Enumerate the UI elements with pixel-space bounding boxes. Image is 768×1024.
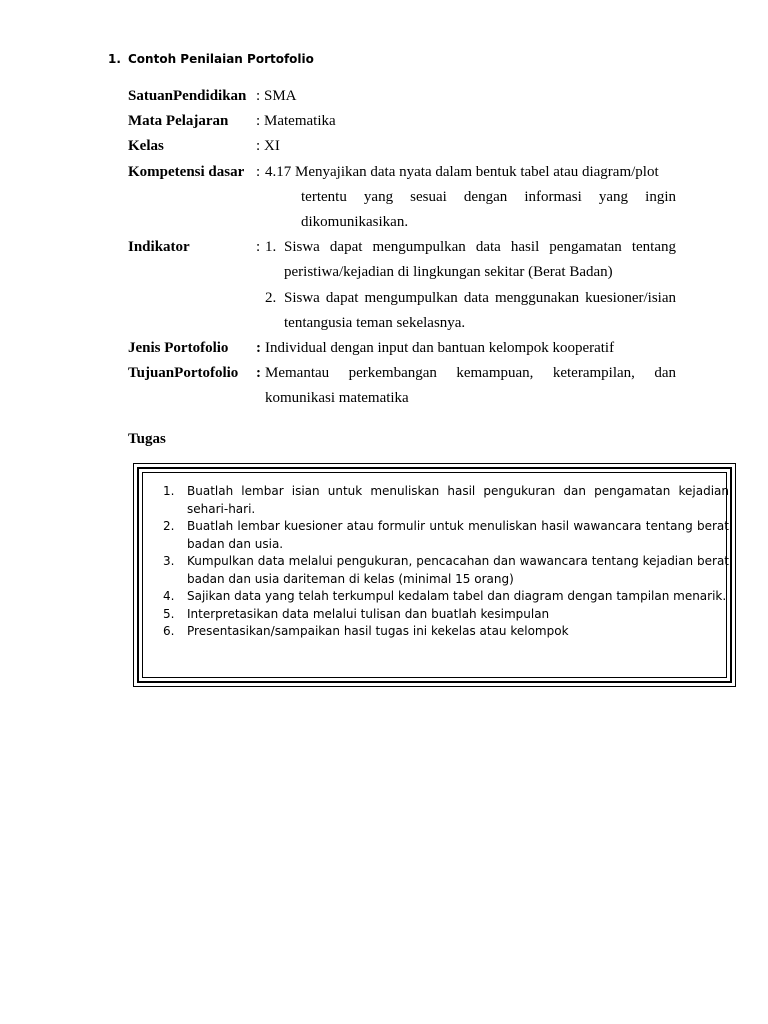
section-heading: [108, 52, 314, 66]
task-item-number: 5.: [163, 606, 175, 621]
task-box-border: [137, 467, 732, 683]
task-item-number: 3.: [163, 554, 175, 568]
value-tujuan-line1: Memantau perkembangan kemampuan, keterampilan, dan: [265, 365, 676, 381]
task-item-text: Presentasikan/sampaikan hasil tugas ini kekelas atau kelompok: [187, 624, 569, 638]
task-item-number: 1.: [163, 484, 175, 498]
indikator-1-line2: peristiwa/kejadian di lingkungan sekitar (Berat Badan): [284, 264, 613, 280]
task-item-text: Interpretasikan data melalui tulisan dan buatlah kesimpulan: [187, 606, 550, 621]
label-mapel: Mata Pelajaran: [128, 113, 229, 129]
indikator-2-line2: tentangusia teman sekelasnya.: [284, 315, 466, 331]
task-item-text: Buatlah lembar isian untuk menuliskan hasil pengukuran dan pengamatan kejadian sehari-hari.: [187, 484, 729, 516]
value-kelas: XI: [264, 138, 280, 154]
indikator-2-line1: Siswa dapat mengumpulkan data menggunakan kuesioner/isian: [284, 290, 676, 306]
label-kd: Kompetensi dasar: [128, 164, 245, 180]
value-kd-line1: 4.17 Menyajikan data nyata dalam bentuk tabel atau diagram/plot: [265, 164, 659, 180]
value-kd-line3: dikomunikasikan.: [301, 214, 409, 230]
value-mapel: Matematika: [264, 113, 336, 129]
task-item: [157, 588, 729, 606]
task-item: [157, 518, 729, 553]
task-item: [157, 553, 729, 588]
value-satuan: SMA: [264, 88, 297, 104]
task-item: [157, 483, 729, 518]
task-list: [157, 483, 729, 641]
label-satuan: SatuanPendidikan: [128, 88, 247, 104]
task-item-number: 2.: [163, 519, 175, 533]
tugas-title: Tugas: [128, 431, 166, 447]
value-kd-line2: tertentu yang sesuai dengan informasi yang ingin: [301, 189, 676, 205]
value-tujuan-line2: komunikasi matematika: [265, 390, 409, 406]
colon-satuan: :: [256, 88, 261, 104]
task-item-number: 4.: [163, 589, 175, 603]
label-indikator: Indikator: [128, 239, 190, 255]
indikator-1-number: 1.: [265, 239, 277, 255]
colon-jenis: :: [256, 340, 261, 356]
indikator-1-line1: Siswa dapat mengumpulkan data hasil pengamatan tentang: [284, 239, 676, 255]
colon-kd: :: [256, 164, 261, 180]
colon-kelas: :: [256, 138, 261, 154]
heading-number: 1.: [108, 52, 121, 66]
colon-mapel: :: [256, 113, 261, 129]
label-tujuan: TujuanPortofolio: [128, 365, 239, 381]
colon-indikator: :: [256, 239, 261, 255]
label-jenis: Jenis Portofolio: [128, 340, 229, 356]
colon-tujuan: :: [256, 365, 261, 381]
task-box-content: [142, 472, 727, 678]
value-jenis: Individual dengan input dan bantuan kelompok kooperatif: [265, 340, 615, 356]
indikator-2-number: 2.: [265, 290, 277, 306]
task-item-text: Sajikan data yang telah terkumpul kedalam tabel dan diagram dengan tampilan menarik.: [187, 589, 727, 603]
task-item-number: 6.: [163, 624, 175, 638]
task-item: [157, 623, 729, 641]
heading-title: Contoh Penilaian Portofolio: [128, 52, 314, 66]
task-item-text: Buatlah lembar kuesioner atau formulir untuk menuliskan hasil wawancara tentang berat badan dan usia.: [187, 519, 729, 551]
task-item-text: Kumpulkan data melalui pengukuran, pencacahan dan wawancara tentang kejadian berat badan dan usia dariteman di kelas (minimal 15 orang): [187, 554, 729, 586]
task-item: [157, 606, 729, 624]
label-kelas: Kelas: [128, 138, 164, 154]
task-box: [133, 463, 736, 687]
